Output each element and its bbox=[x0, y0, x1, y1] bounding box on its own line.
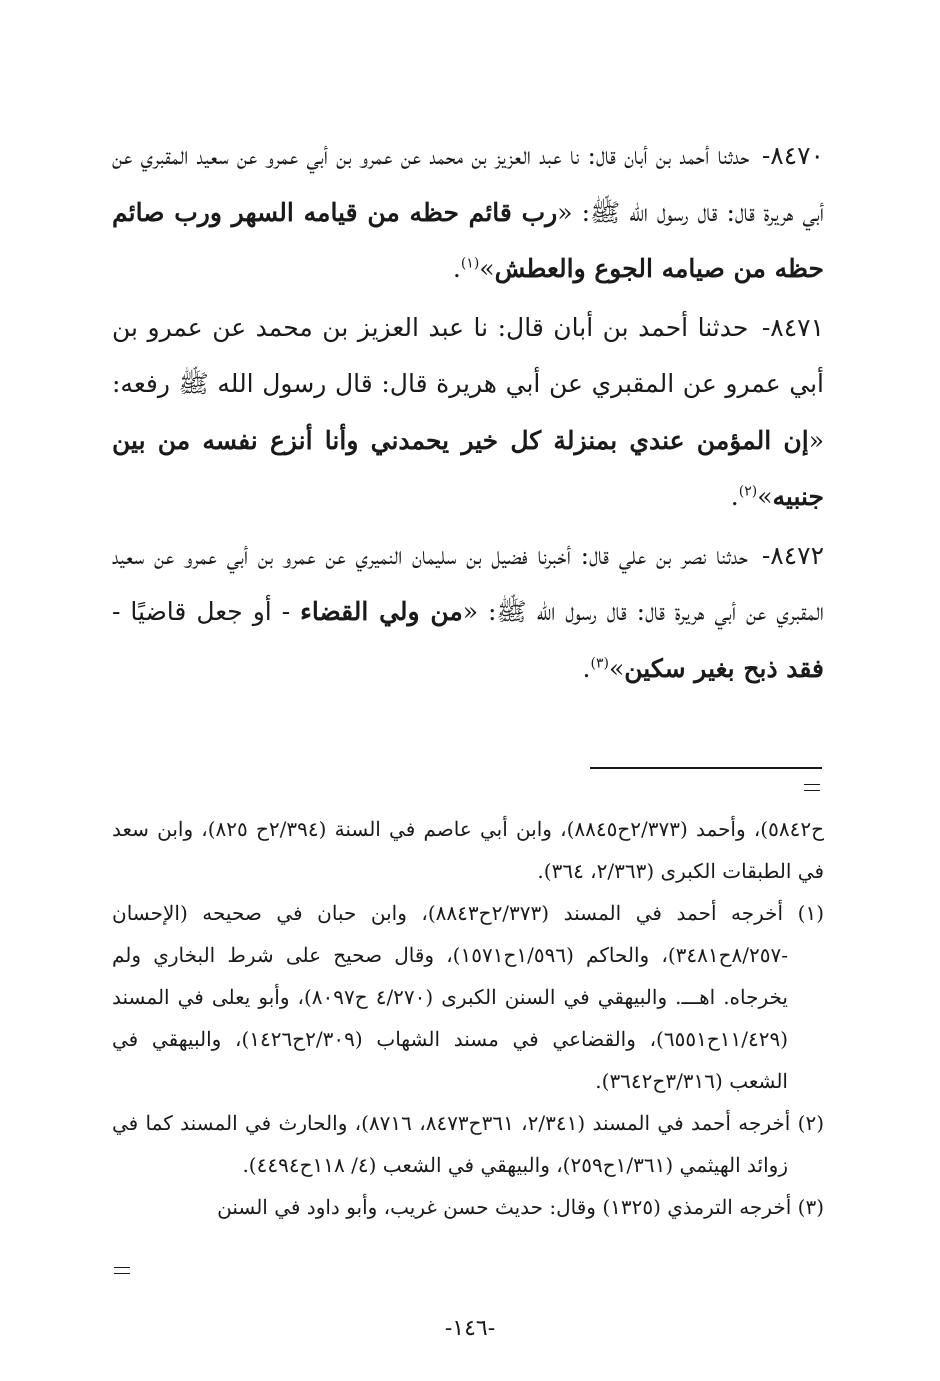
hadith-matn: من ولي القضاء bbox=[300, 597, 463, 626]
hadith-8470 bbox=[112, 128, 824, 298]
hadith-aside: - أو جعل قاضيًا - bbox=[112, 597, 301, 626]
sentence-end: . bbox=[452, 254, 461, 283]
continuation-mark-top bbox=[804, 784, 820, 791]
quote-close: » bbox=[757, 482, 773, 511]
footnote-text: أخرجه أحمد في المسند (٢/٣٤١، ٣٦١ح٨٤٧٣، ٨٧١٦)، والحارث في المسند كما في زوائد الهيثمي (١/٣٦١ح٢٥٩)، والبيهقي في الشعب (٤/ ١١٨ح٤٤٩٤). bbox=[112, 1111, 791, 1177]
footnote-mark: (٣) bbox=[797, 1195, 824, 1219]
sentence-end: . bbox=[582, 653, 591, 683]
footnote-ref[interactable]: (٢) bbox=[738, 483, 758, 500]
footnote-separator bbox=[590, 767, 822, 769]
hadith-isnad: حدثنا أحمد بن أبان قال: نا عبد العزيز بن محمد عن عمرو بن أبي عمرو عن سعيد المقبري عن أبي هريرة قال: قال رسول الله ﷺ: « bbox=[112, 141, 824, 227]
hadith-number: ٨٤٧٢- bbox=[761, 540, 824, 570]
footnotes bbox=[112, 808, 824, 1228]
footnote-3 bbox=[112, 1186, 824, 1228]
footnote-text: أخرجه أحمد في المسند (٢/٣٧٣ح٨٨٤٣)، وابن حبان في صحيحه (الإحسان -٨/٢٥٧ح٣٤٨١)، والحاكم (١/٥٩٦ح١٥٧١)، وقال صحيح على شرط البخاري ولم يخرجاه. اهـــ. والبيهقي في السنن الكبرى (٤/٢٧٠ ح٨٠٩٧)، وأبو يعلى في المسند (١١/٤٢٩ح٦٥٥١)، والقضاعي في مسند الشهاب (٢/٣٠٩ح١٤٢٦)، والبيهقي في الشعب (٣/٣١٦ح٣٦٤٢). bbox=[112, 901, 789, 1093]
hadith-number: ٨٤٧٠- bbox=[761, 141, 824, 170]
sentence-end: . bbox=[730, 482, 739, 511]
footnote-mark: (١) bbox=[797, 901, 824, 925]
hadith-8472 bbox=[112, 528, 824, 698]
page-number: -١٤٦- bbox=[444, 1316, 496, 1341]
hadith-matn-2: فقد ذبح بغير سكين bbox=[624, 653, 824, 683]
hadith-isnad: حدثنا أحمد بن أبان قال: نا عبد العزيز بن محمد عن عمرو بن أبي عمرو عن المقبري عن أبي هريرة قال: قال رسول الله ﷺ رفعه: « bbox=[112, 312, 824, 455]
quote-close: » bbox=[608, 653, 625, 683]
footnote-ref[interactable]: (١) bbox=[460, 255, 480, 272]
footnote-ref[interactable]: (٣) bbox=[590, 655, 609, 672]
hadith-number: ٨٤٧١- bbox=[761, 312, 825, 342]
hadith-matn: رب قائم حظه من قيامه السهر ورب صائم حظه من صيامه الجوع والعطش bbox=[112, 197, 824, 283]
footnote-1 bbox=[112, 892, 824, 1102]
continuation-mark-bottom bbox=[114, 1267, 130, 1274]
main-text bbox=[112, 128, 824, 699]
footnote-2 bbox=[112, 1102, 824, 1186]
footnote-mark: (٢) bbox=[797, 1111, 825, 1135]
hadith-8471 bbox=[112, 300, 824, 526]
footnote-continuation: ح٥٨٤٢)، وأحمد (٢/٣٧٣ح٨٨٤٥)، وابن أبي عاصم في السنة (٢/٣٩٤ح ٨٢٥)، وابن سعد في الطبقات الكبرى (٢/٣٦٣، ٣٦٤). bbox=[112, 817, 824, 883]
footnote-text: أخرجه الترمذي (١٣٢٥) وقال: حديث حسن غريب، وأبو داود في السنن bbox=[217, 1195, 792, 1219]
quote-close: » bbox=[479, 254, 495, 283]
hadith-isnad: حدثنا نصر بن علي قال: أخبرنا فضيل بن سليمان النميري عن عمرو بن أبي عمرو عن سعيد المقبري عن أبي هريرة قال: قال رسول الله ﷺ: « bbox=[112, 540, 824, 626]
hadith-matn: إن المؤمن عندي بمنزلة كل خير يحمدني وأنا أنزع نفسه من بين جنبيه bbox=[112, 425, 824, 511]
